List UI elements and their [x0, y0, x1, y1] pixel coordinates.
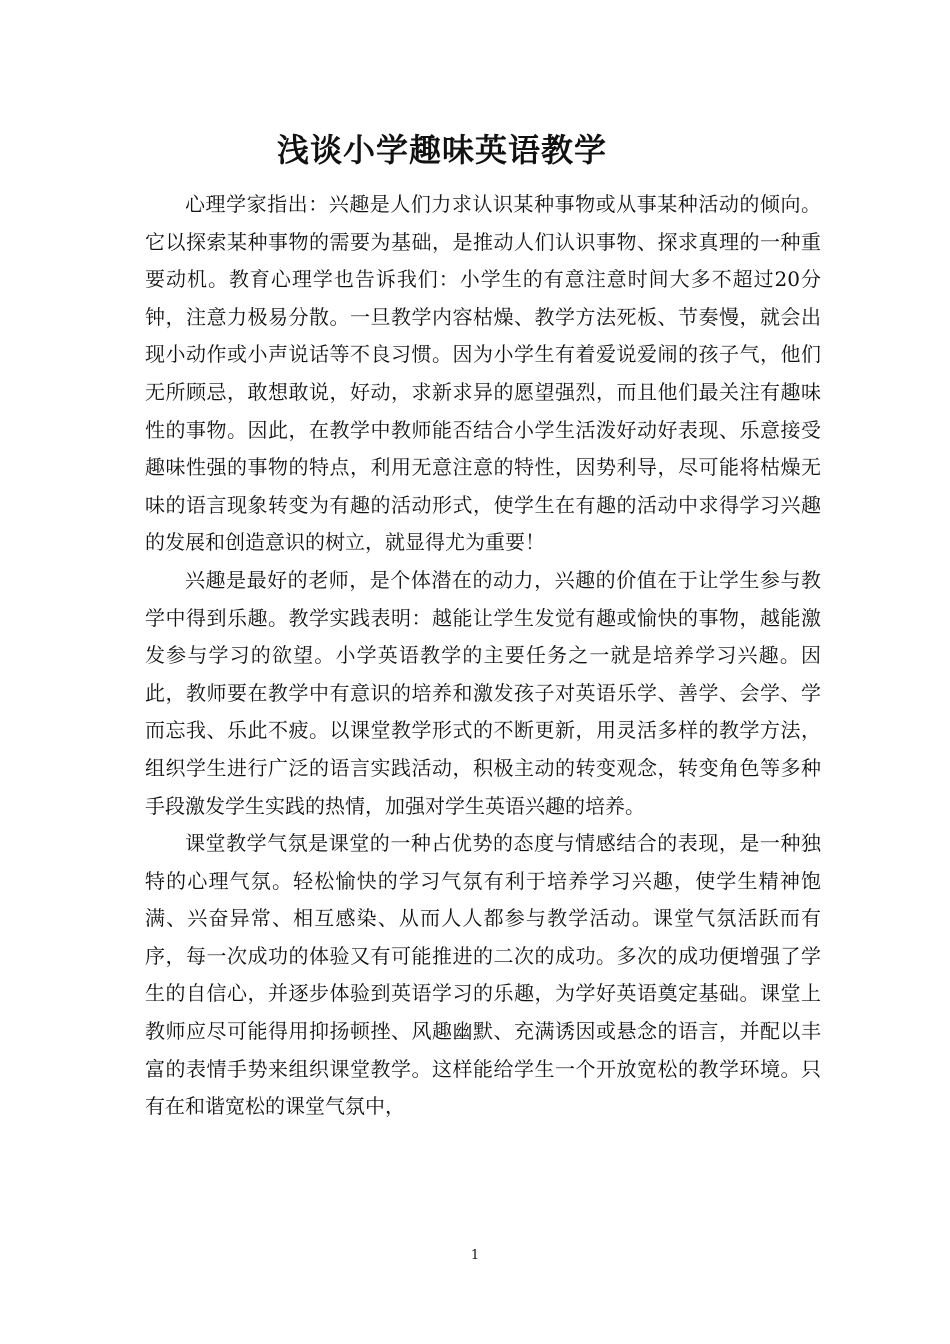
paragraph-interest-psychology: 心理学家指出：兴趣是人们力求认识某种事物或从事某种活动的倾向。它以探索某种事物的需要为基础，是推动人们认识事物、探求真理的一种重要动机。教育心理学也告诉我们：小学生的有意注意时间大多不超过20分钟，注意力极易分散。一旦教学内容枯燥、教学方法死板、节奏慢，就会出现小动作或小声说话等不良习惯。因为小学生有着爱说爱闹的孩子气，他们无所顾忌，敢想敢说，好动，求新求异的愿望强烈，而且他们最关注有趣味性的事物。因此，在教学中教师能否结合小学生活泼好动好表现、乐意接受趣味性强的事物的特点，利用无意注意的特性，因势利导，尽可能将枯燥无味的语言现象转变为有趣的活动形式，使学生在有趣的活动中求得学习兴趣的发展和创造意识的树立，就显得尤为重要！	[145, 192, 821, 555]
document-body	[145, 186, 821, 1126]
paragraph-classroom-atmosphere: 课堂教学气氛是课堂的一种占优势的态度与情感结合的表现，是一种独特的心理气氛。轻松愉快的学习气氛有利于培养学习兴趣，使学生精神饱满、兴奋异常、相互感染、从而人人都参与教学活动。课堂气氛活跃而有序，每一次成功的体验又有可能推进的二次的成功。多次的成功便增强了学生的自信心，并逐步体验到英语学习的乐趣，为学好英语奠定基础。课堂上教师应尽可能得用抑扬顿挫、风趣幽默、充满诱因或悬念的语言，并配以丰富的表情手势来组织课堂教学。这样能给学生一个开放宽松的教学环境。只有在和谐宽松的课堂气氛中，	[145, 831, 821, 1119]
page-number: 1	[470, 1248, 480, 1263]
paragraph-interest-best-teacher: 兴趣是最好的老师，是个体潜在的动力，兴趣的价值在于让学生参与教学中得到乐趣。教学实践表明：越能让学生发觉有趣或愉快的事物，越能激发参与学习的欲望。小学英语教学的主要任务之一就是培养学习兴趣。因此，教师要在教学中有意识的培养和激发孩子对英语乐学、善学、会学、学而忘我、乐此不疲。以课堂教学形式的不断更新，用灵活多样的教学方法，组织学生进行广泛的语言实践活动，积极主动的转变观念，转变角色等多种手段激发学生实践的热情，加强对学生英语兴趣的培养。	[145, 567, 821, 818]
document-title: 浅谈小学趣味英语教学	[276, 131, 607, 169]
